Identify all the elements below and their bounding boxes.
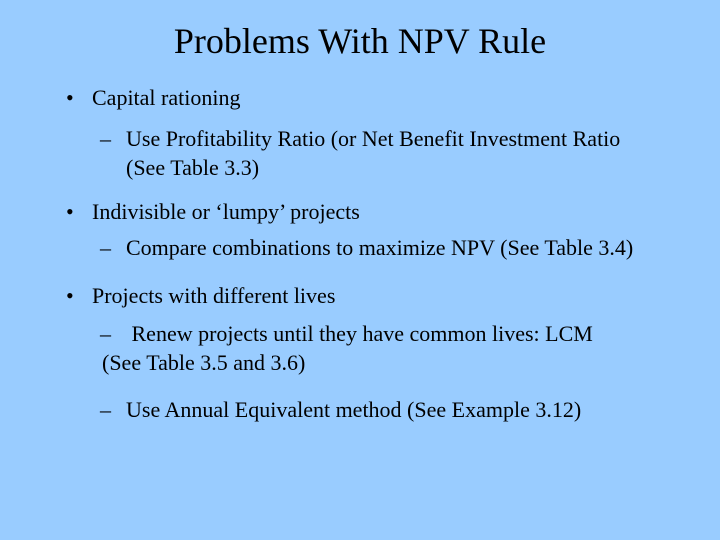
bullet-text: Capital rationing: [92, 85, 241, 110]
dash-marker: –: [100, 321, 111, 346]
bullet-marker: •: [66, 283, 74, 308]
sub-item-text: Use Annual Equivalent method (See Example 3.12): [126, 397, 582, 422]
slide-title: Problems With NPV Rule: [173, 21, 547, 61]
sub-item-text: Compare combinations to maximize NPV (See Table 3.4): [126, 235, 634, 260]
bullet-item-indivisible-projects: [66, 195, 360, 229]
bullet-text: Projects with different lives: [92, 283, 336, 308]
bullet-text: Indivisible or ‘lumpy’ projects: [92, 199, 360, 224]
bullet-marker: •: [66, 85, 74, 110]
bullet-item-capital-rationing: [66, 81, 240, 115]
sub-item-text: Renew projects until they have common lives: LCM: [126, 321, 593, 346]
sub-item-renew-projects-continued: [102, 346, 305, 380]
dash-marker: –: [100, 397, 111, 422]
dash-marker: –: [100, 126, 111, 151]
dash-marker: –: [100, 235, 111, 260]
sub-item-annual-equivalent: [100, 393, 581, 427]
sub-item-profitability-ratio-continued: [126, 151, 259, 185]
bullet-item-different-lives: [66, 279, 335, 313]
sub-item-compare-combinations: [100, 231, 633, 265]
sub-item-text: Use Profitability Ratio (or Net Benefit Investment Ratio: [126, 126, 621, 151]
sub-item-text: (See Table 3.5 and 3.6): [102, 350, 306, 375]
sub-item-text: (See Table 3.3): [126, 155, 260, 180]
bullet-marker: •: [66, 199, 74, 224]
